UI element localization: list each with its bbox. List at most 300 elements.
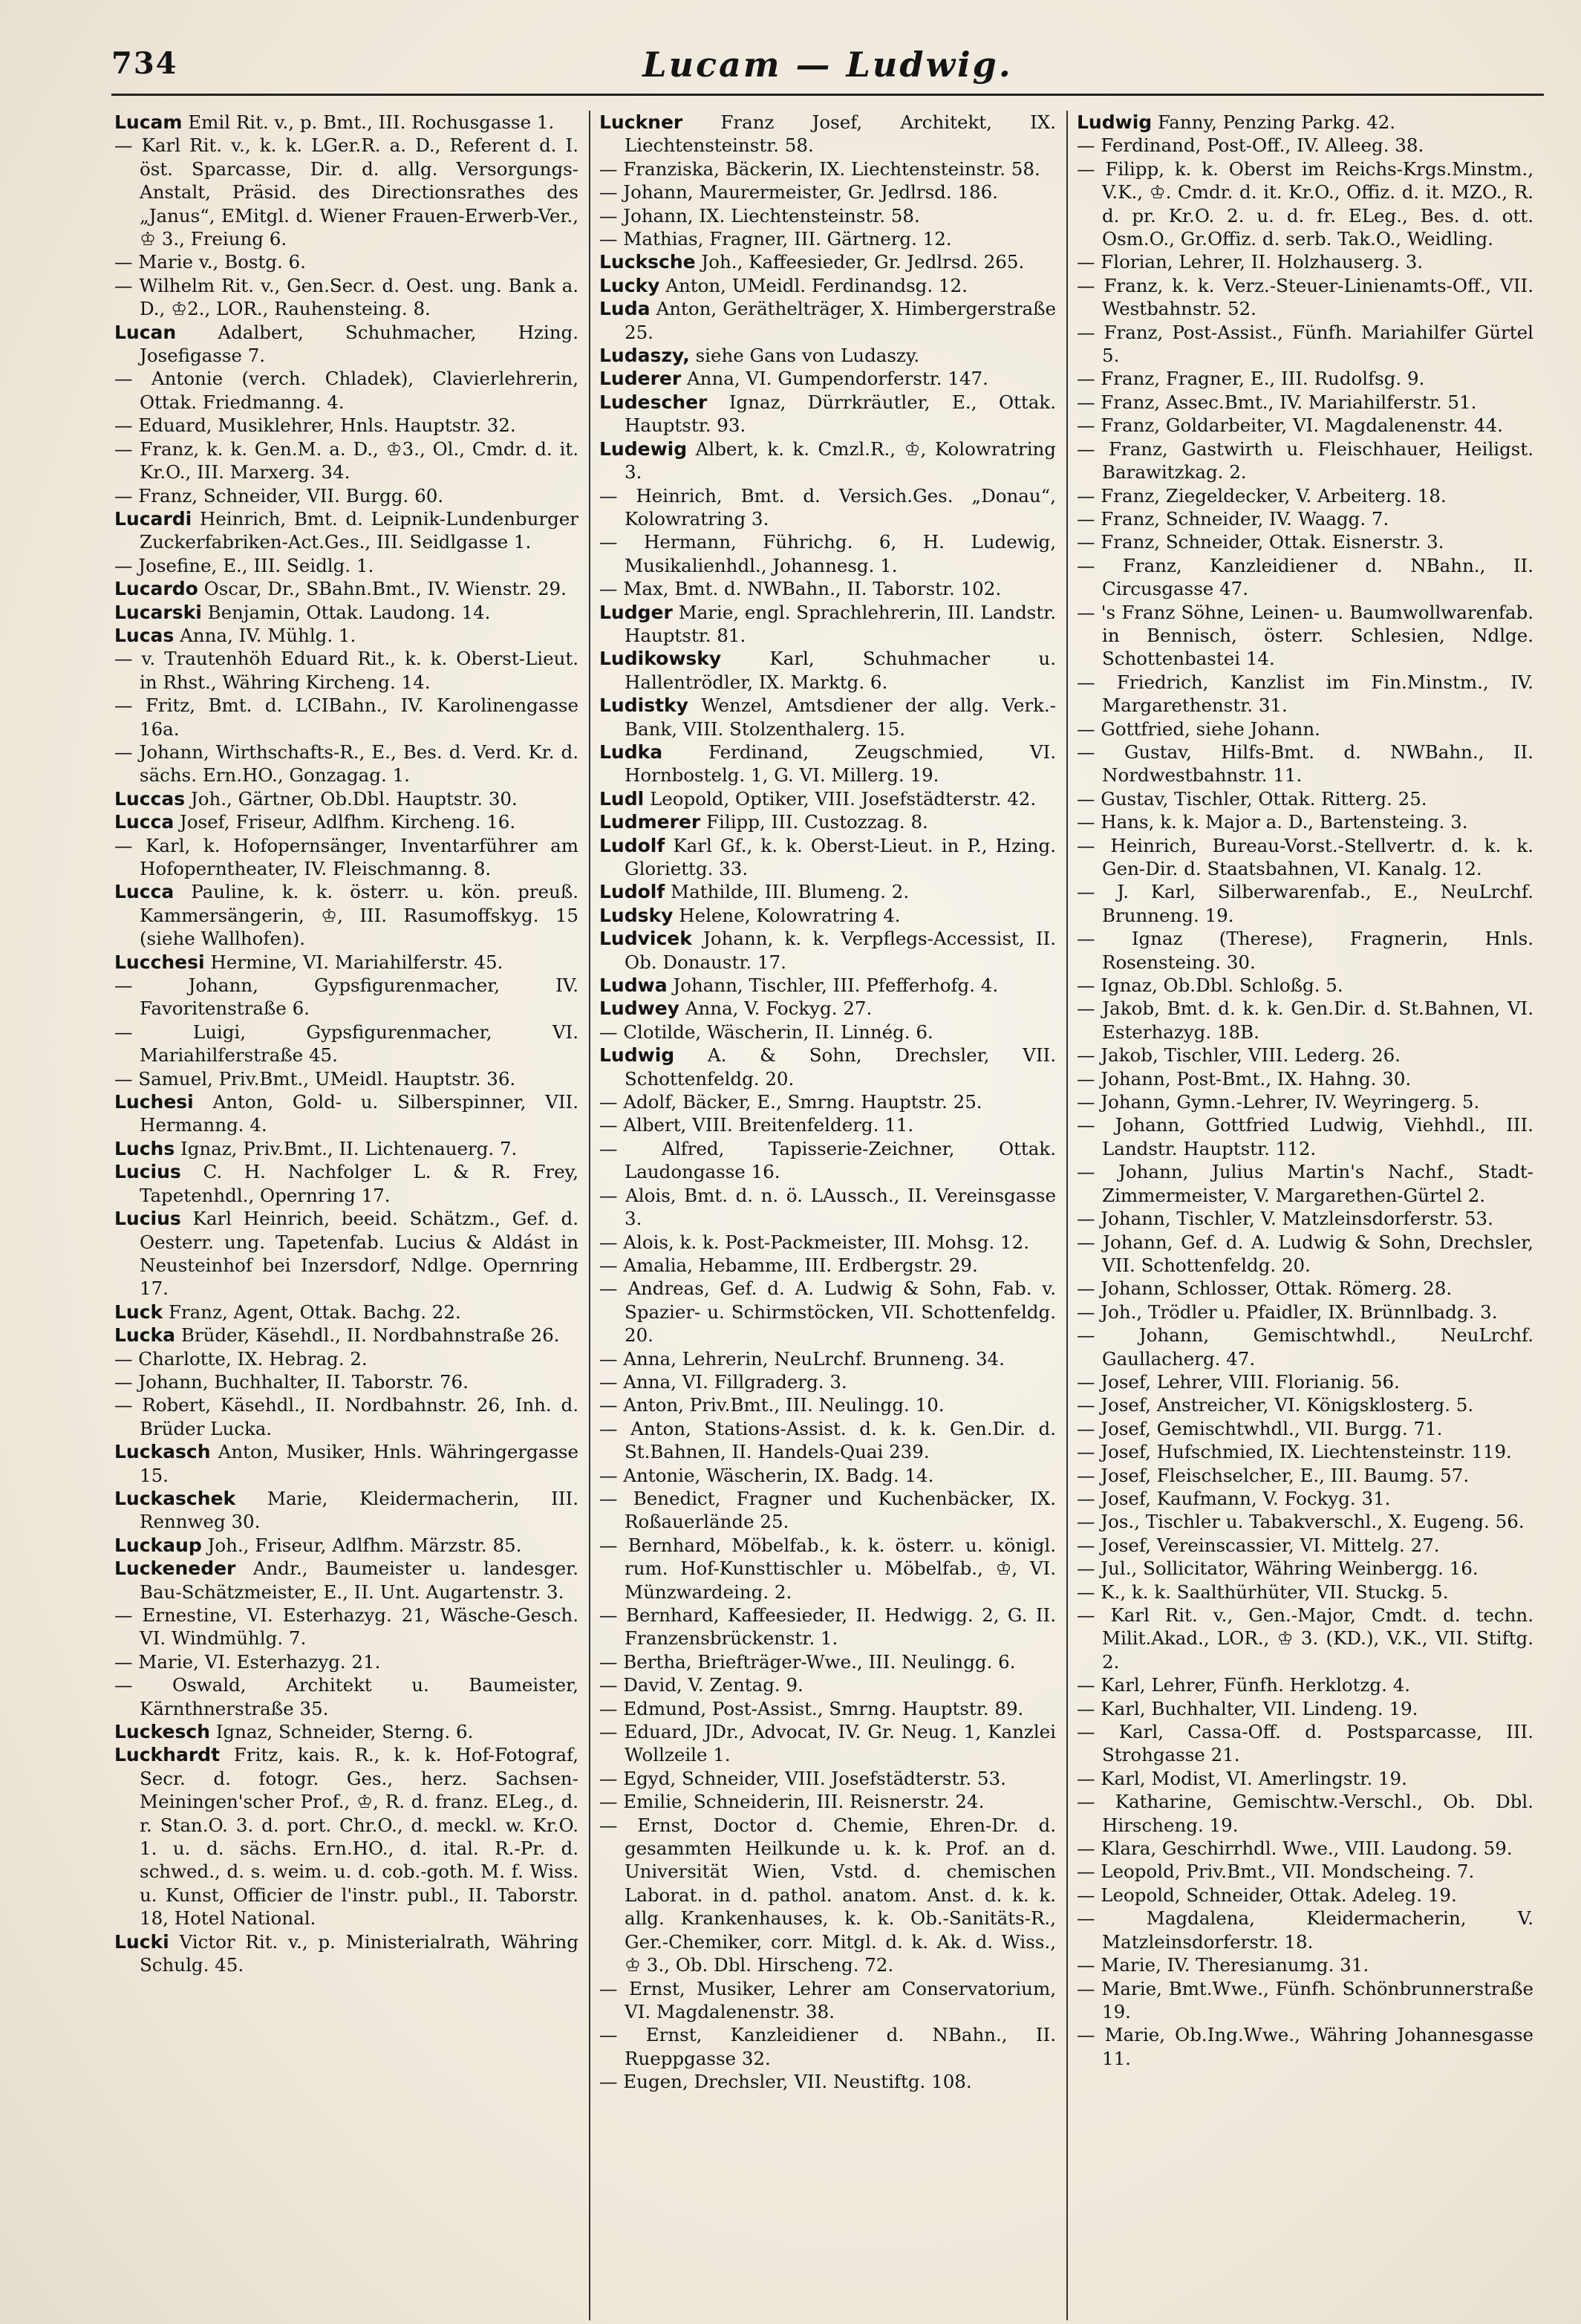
directory-entry (1077, 1907, 1533, 1953)
directory-entry (1077, 1090, 1533, 1113)
entry-surname: Lucas (114, 624, 175, 646)
directory-entry (1077, 157, 1533, 251)
directory-entry (1077, 414, 1533, 437)
directory-entry (599, 1977, 1056, 2024)
entry-text: — Josef, Vereinscassier, VI. Mittelg. 27. (1077, 1534, 1440, 1556)
entry-text: — Filipp, k. k. Oberst im Reichs-Krgs.Minstm., V.K., ♔. Cmdr. d. it. Kr.O., Offiz. d. it. MZO., R. d. pr. Kr.O. 2. u. d. fr. ELeg., Bes. d. ott. Osm.O., Gr.Offiz. d. serb. Tak.O., Weidling. (1077, 157, 1533, 250)
directory-entry (1077, 367, 1533, 390)
directory-entry (114, 834, 578, 881)
entry-text: — K., k. k. Saalthürhüter, VII. Stuckg. 5. (1077, 1581, 1449, 1603)
directory-entry (114, 1160, 578, 1207)
entry-text: — Franz, Ziegeldecker, V. Arbeiterg. 18. (1077, 484, 1447, 507)
directory-entry (1077, 1324, 1533, 1370)
entry-surname: Lucam (114, 111, 183, 133)
directory-entry (1077, 1884, 1533, 1907)
entry-text: — Andreas, Gef. d. A. Ludwig & Sohn, Fab. v. Spazier- u. Schirmstöcken, VII. Schottenfeldg. 20. (599, 1277, 1056, 1347)
directory-entry (114, 321, 578, 368)
entry-text: — Karl, Buchhalter, VII. Lindeng. 19. (1077, 1697, 1418, 1719)
entry-text: Heinrich, Bmt. d. Leipnik-Lundenburger Zuckerfabriken-Act.Ges., III. Seidlgasse 1. (140, 507, 578, 553)
entry-text: Karl Heinrich, beeid. Schätzm., Gef. d. Oesterr. ung. Tapetenfab. Lucius & Aldást in Neusteinhof bei Inzersdorf, Ndlge. Opernring 17. (140, 1208, 578, 1300)
directory-entry (599, 880, 1056, 903)
entry-text: Brüder, Käsehdl., II. Nordbahnstraße 26. (175, 1324, 560, 1347)
directory-entry (599, 810, 1056, 833)
directory-entry (1077, 1207, 1533, 1230)
directory-entry (599, 1021, 1056, 1044)
entry-text: — Gottfried, siehe Johann. (1077, 717, 1320, 740)
entry-text: — Johann, Maurermeister, Gr. Jedlrsd. 186. (599, 181, 998, 204)
directory-entry (1077, 1673, 1533, 1696)
directory-entry (599, 1044, 1056, 1090)
entry-text: — Alois, Bmt. d. n. ö. LAussch., II. Vereinsgasse 3. (599, 1184, 1056, 1230)
directory-entry (114, 484, 578, 507)
entry-text: Albert, k. k. Cmzl.R., ♔, Kolowratring 3. (625, 437, 1056, 484)
column-middle (589, 111, 1066, 2320)
directory-entry (599, 927, 1056, 974)
directory-entry (114, 1440, 578, 1487)
directory-entry (599, 997, 1056, 1020)
entry-text: — Albert, VIII. Breitenfelderg. 11. (599, 1114, 914, 1136)
directory-entry (1077, 1393, 1533, 1416)
entry-text: Victor Rit. v., p. Ministerialrath, Währing Schulg. 45. (140, 1930, 578, 1976)
entry-surname: Lucka (114, 1324, 176, 1347)
directory-entry (599, 1650, 1056, 1673)
entry-text: — Marie v., Bostg. 6. (114, 251, 306, 273)
directory-entry (114, 1067, 578, 1090)
directory-entry (599, 2070, 1056, 2093)
entry-text: — Charlotte, IX. Hebrag. 2. (114, 1347, 368, 1370)
entry-surname: Ludolf (599, 881, 665, 903)
entry-text: — Fritz, Bmt. d. LCIBahn., IV. Karolinengasse 16a. (114, 694, 578, 740)
directory-entry (599, 1767, 1056, 1790)
entry-text: — Josef, Hufschmied, IX. Liechtensteinstr. 119. (1077, 1441, 1512, 1463)
entry-text: — Amalia, Hebamme, III. Erdbergstr. 29. (599, 1254, 978, 1276)
directory-entry (114, 134, 578, 250)
entry-text: — v. Trautenhöh Eduard Rit., k. k. Oberst-Lieut. in Rhst., Währing Kircheng. 14. (114, 648, 578, 693)
entry-text: — Emilie, Schneiderin, III. Reisnerstr. 24. (599, 1791, 985, 1813)
directory-entry (599, 367, 1056, 390)
entry-text: — Friedrich, Kanzlist im Fin.Minstm., IV. Margarethenstr. 31. (1077, 671, 1533, 717)
entry-surname: Ludka (599, 741, 663, 763)
entry-text: siehe Gans von Ludaszy. (689, 345, 920, 367)
directory-entry (114, 111, 578, 134)
directory-entry (1077, 274, 1533, 321)
entry-surname: Ludvicek (599, 928, 692, 950)
entry-text: — Mathias, Fragner, III. Gärtnerg. 12. (599, 228, 952, 250)
entry-surname: Ludsky (599, 904, 674, 926)
directory-entry (1077, 1557, 1533, 1580)
entry-text: Anton, Musiker, Hnls. Währingergasse 15. (140, 1441, 578, 1486)
directory-entry (599, 1464, 1056, 1487)
column-right (1066, 111, 1544, 2320)
entry-text: — Leopold, Schneider, Ottak. Adeleg. 19. (1077, 1884, 1457, 1906)
entry-surname: Ludescher (599, 391, 708, 413)
entry-text: — Johann, Gemischtwhdl., NeuLrchf. Gaullacherg. 47. (1077, 1324, 1533, 1370)
entry-text: — Alois, k. k. Post-Packmeister, III. Mohsg. 12. (599, 1231, 1029, 1253)
entry-text: Karl Gf., k. k. Oberst-Lieut. in P., Hzing. Gloriettg. 33. (625, 834, 1056, 879)
directory-entry (599, 1604, 1056, 1650)
entry-text: — Franz, Fragner, E., III. Rudolfsg. 9. (1077, 368, 1425, 390)
entry-surname: Ludwey (599, 997, 679, 1020)
entry-text: — Johann, Wirthschafts-R., E., Bes. d. Verd. Kr. d. sächs. Ern.HO., Gonzagag. 1. (114, 741, 578, 787)
entry-text: — Josef, Lehrer, VIII. Florianig. 56. (1077, 1370, 1400, 1393)
directory-entry (114, 367, 578, 414)
directory-entry (114, 1604, 578, 1650)
entry-text: A. & Sohn, Drechsler, VII. Schottenfeldg. 20. (625, 1044, 1056, 1090)
directory-entry (599, 1254, 1056, 1277)
entry-text: Johann, Tischler, III. Pfefferhofg. 4. (667, 974, 999, 997)
entry-text: — Edmund, Post-Assist., Smrng. Hauptstr. 89. (599, 1697, 1024, 1719)
directory-entry (599, 111, 1056, 157)
directory-entry (599, 204, 1056, 227)
entry-surname: Lucardo (114, 578, 198, 600)
directory-entry (1077, 1370, 1533, 1393)
entry-text: — Ignaz (Therese), Fragnerin, Hnls. Rosensteing. 30. (1077, 928, 1533, 973)
directory-entry (599, 227, 1056, 250)
directory-entry (1077, 484, 1533, 507)
directory-entry (1077, 671, 1533, 717)
directory-entry (114, 250, 578, 273)
entry-surname: Luckhardt (114, 1744, 221, 1766)
entry-text: Ignaz, Dürrkräutler, E., Ottak. Hauptstr. 93. (625, 391, 1056, 437)
entry-text: — Johann, Post-Bmt., IX. Hahng. 30. (1077, 1067, 1412, 1090)
entry-text: — Antonie, Wäscherin, IX. Badg. 14. (599, 1464, 934, 1486)
entry-text: — Marie, VI. Esterhazyg. 21. (114, 1650, 381, 1673)
entry-text: — Franz, Assec.Bmt., IV. Mariahilferstr. 51. (1077, 391, 1477, 413)
entry-text: — Karl Rit. v., k. k. LGer.R. a. D., Referent d. I. öst. Sparcasse, Dir. d. allg. Versorgungs-Anstalt, Präsid. des Directionsrathes des „Janus“, EMitgl. d. Wiener Frauen-Erwerb-Ver., ♔ 3., Freiung 6. (114, 134, 578, 250)
entry-surname: Ludger (599, 601, 673, 623)
entry-text: — Franz, k. k. Gen.M. a. D., ♔3., Ol., Cmdr. d. it. Kr.O., III. Marxerg. 34. (114, 437, 578, 484)
directory-entry (1077, 530, 1533, 553)
entry-text: — Franz, Schneider, VII. Burgg. 60. (114, 484, 444, 507)
entry-text: — Heinrich, Bureau-Vorst.-Stellvertr. d. k. k. Gen-Dir. d. Staatsbahnen, VI. Kanalg. 12. (1077, 834, 1533, 879)
directory-entry (1077, 810, 1533, 833)
entry-text: — Oswald, Architekt u. Baumeister, Kärnthnerstraße 35. (114, 1674, 578, 1719)
entry-text: — Marie, Bmt.Wwe., Fünfh. Schönbrunnerstraße 19. (1077, 1977, 1533, 2022)
directory-entry (114, 1090, 578, 1137)
entry-text: — Ernst, Musiker, Lehrer am Conservatorium, VI. Magdalenenstr. 38. (599, 1977, 1056, 2022)
page-number: 734 (111, 46, 178, 81)
directory-entry (114, 1393, 578, 1440)
directory-entry (599, 297, 1056, 344)
entry-surname: Ludikowsky (599, 648, 722, 670)
entry-surname: Luccas (114, 787, 186, 810)
directory-entry (1077, 1417, 1533, 1440)
directory-entry (114, 880, 578, 950)
entry-text: — Clotilde, Wäscherin, II. Linnég. 6. (599, 1021, 933, 1043)
entry-text: — Max, Bmt. d. NWBahn., II. Taborstr. 102. (599, 578, 1002, 600)
directory-entry (599, 1814, 1056, 1977)
entry-text: Pauline, k. k. österr. u. kön. preuß. Kammersängerin, ♔, III. Rasumoffskyg. 15 (siehe Wallhofen). (140, 881, 578, 950)
directory-entry (599, 834, 1056, 881)
directory-entry (114, 1930, 578, 1977)
entry-text: — Florian, Lehrer, II. Holzhauserg. 3. (1077, 251, 1424, 273)
directory-entry (599, 1090, 1056, 1113)
entry-text: — Johann, IX. Liechtensteinstr. 58. (599, 204, 920, 227)
directory-entry (599, 1393, 1056, 1416)
entry-text: Franz, Agent, Ottak. Bachg. 22. (163, 1301, 461, 1323)
entry-surname: Lucchesi (114, 951, 205, 973)
directory-entry (114, 1534, 578, 1557)
entry-text: — Eduard, JDr., Advocat, IV. Gr. Neug. 1, Kanzlei Wollzeile 1. (599, 1721, 1056, 1766)
directory-entry (599, 1347, 1056, 1370)
entry-text: — Adolf, Bäcker, E., Smrng. Hauptstr. 25. (599, 1091, 982, 1113)
entry-surname: Luckaschek (114, 1487, 236, 1509)
directory-entry (599, 344, 1056, 367)
directory-entry (114, 1137, 578, 1160)
directory-entry (599, 2023, 1056, 2070)
entry-text: — Karl Rit. v., Gen.-Major, Cmdt. d. techn. Milit.Akad., LOR., ♔ 3. (KD.), V.K., VII. Stiftg. 2. (1077, 1604, 1533, 1673)
directory-entry (1077, 1160, 1533, 1207)
entry-surname: Luckesch (114, 1721, 210, 1743)
directory-entry (114, 1324, 578, 1347)
entry-text: — Klara, Geschirrhdl. Wwe., VIII. Laudong. 59. (1077, 1838, 1513, 1860)
entry-text: — Josefine, E., III. Seidlg. 1. (114, 554, 374, 576)
directory-entry (114, 274, 578, 321)
entry-text: — Ernestine, VI. Esterhazyg. 21, Wäsche-Gesch. VI. Windmühlg. 7. (114, 1604, 578, 1650)
entry-surname: Luchesi (114, 1091, 194, 1113)
directory-entry (1077, 1604, 1533, 1673)
entry-text: Ignaz, Priv.Bmt., II. Lichtenauerg. 7. (175, 1137, 518, 1159)
directory-entry (599, 601, 1056, 648)
entry-text: Marie, engl. Sprachlehrerin, III. Landstr. Hauptstr. 81. (625, 601, 1056, 646)
entry-text: — Gustav, Tischler, Ottak. Ritterg. 25. (1077, 787, 1427, 810)
entry-text: — Anton, Priv.Bmt., III. Neulingg. 10. (599, 1394, 945, 1416)
directory-entry (114, 1370, 578, 1393)
directory-entry (1077, 1534, 1533, 1557)
entry-text: — Antonie (verch. Chladek), Clavierlehrerin, Ottak. Friedmanng. 4. (114, 368, 578, 413)
entry-text: — Ferdinand, Post-Off., IV. Alleeg. 38. (1077, 134, 1424, 157)
entry-surname: Luda (599, 298, 651, 320)
directory-entry (114, 624, 578, 647)
entry-surname: Luckasch (114, 1441, 211, 1463)
entry-text: Joh., Gärtner, Ob.Dbl. Hauptstr. 30. (185, 787, 518, 810)
entry-text: C. H. Nachfolger L. & R. Frey, Tapetenhdl., Opernring 17. (140, 1161, 578, 1206)
directory-entry (1077, 1790, 1533, 1837)
directory-entry (1077, 111, 1533, 134)
directory-entry (1077, 1067, 1533, 1090)
entry-text: — Karl, k. Hofopernsänger, Inventarführer am Hofoperntheater, IV. Fleischmanng. 8. (114, 834, 578, 879)
entry-surname: Lucki (114, 1930, 169, 1953)
directory-entry (1077, 437, 1533, 484)
entry-text: Karl, Schuhmacher u. Hallentrödler, IX. Marktg. 6. (625, 648, 1056, 693)
entry-text: — Marie, IV. Theresianumg. 31. (1077, 1954, 1369, 1976)
entry-surname: Luck (114, 1301, 163, 1323)
entry-text: Ferdinand, Zeugschmied, VI. Hornbostelg. 1, G. VI. Millerg. 19. (625, 741, 1056, 787)
directory-entry (1077, 1953, 1533, 1976)
page-header (111, 42, 1544, 96)
directory-entry (114, 694, 578, 741)
entry-text: — Bernhard, Möbelfab., k. k. österr. u. königl. rum. Hof-Kunsttischler u. Möbelfab., ♔, VI. Münzwardeing. 2. (599, 1534, 1056, 1603)
directory-entry (599, 741, 1056, 787)
entry-text: — Jos., Tischler u. Tabakverschl., X. Eugeng. 56. (1077, 1511, 1525, 1533)
entry-text: — Jakob, Bmt. d. k. k. Gen.Dir. d. St.Bahnen, VI. Esterhazyg. 18B. (1077, 997, 1533, 1043)
entry-text: Leopold, Optiker, VIII. Josefstädterstr. 42. (644, 787, 1037, 810)
directory-entry (599, 647, 1056, 694)
directory-entry (599, 1417, 1056, 1464)
directory-entry (599, 694, 1056, 741)
entry-text: — Johann, Gymn.-Lehrer, IV. Weyringerg. 5. (1077, 1091, 1480, 1113)
directory-entry (599, 484, 1056, 531)
entry-text: — Marie, Ob.Ing.Wwe., Währing Johannesgasse 11. (1077, 2024, 1533, 2069)
entry-text: — Karl, Modist, VI. Amerlingstr. 19. (1077, 1767, 1407, 1789)
entry-text: Anton, Gold- u. Silberspinner, VII. Hermanng. 4. (140, 1091, 578, 1136)
entry-text: Emil Rit. v., p. Bmt., III. Rochusgasse 1. (182, 111, 555, 133)
entry-text: — Robert, Käsehdl., II. Nordbahnstr. 26, Inh. d. Brüder Lucka. (114, 1394, 578, 1439)
entry-surname: Ludolf (599, 834, 665, 856)
entry-text: Joh., Friseur, Adlfhm. Märzstr. 85. (201, 1534, 522, 1556)
directory-entry (114, 437, 578, 484)
entry-surname: Luckaup (114, 1534, 202, 1556)
entry-text: — Eugen, Drechsler, VII. Neustiftg. 108. (599, 2071, 972, 2093)
entry-surname: Ludistky (599, 694, 688, 717)
entry-text: — Karl, Cassa-Off. d. Postsparcasse, III. Strohgasse 21. (1077, 1721, 1533, 1766)
entry-text: Mathilde, III. Blumeng. 2. (665, 881, 910, 903)
entry-text: — Johann, Buchhalter, II. Taborstr. 76. (114, 1370, 469, 1393)
directory-entry (114, 974, 578, 1021)
directory-entry (599, 1534, 1056, 1604)
column-left (111, 111, 589, 2320)
entry-surname: Lucca (114, 811, 175, 833)
entry-text: — Magdalena, Kleidermacherin, V. Matzleinsdorferstr. 18. (1077, 1907, 1533, 1953)
directory-entry (599, 1277, 1056, 1347)
entry-text: Wenzel, Amtsdiener der allg. Verk.-Bank, VIII. Stolzenthalerg. 15. (625, 694, 1056, 740)
directory-entry (1077, 554, 1533, 601)
directory-entry (114, 601, 578, 624)
directory-entry (599, 391, 1056, 437)
entry-text: — Anna, VI. Fillgraderg. 3. (599, 1370, 847, 1393)
directory-entry (1077, 1487, 1533, 1510)
directory-entry (599, 1697, 1056, 1720)
entry-text: — Hans, k. k. Major a. D., Bartensteing. 3. (1077, 811, 1468, 833)
entry-text: — Franz, Post-Assist., Fünfh. Mariahilfer Gürtel 5. (1077, 321, 1533, 367)
entry-text: — Josef, Gemischtwhdl., VII. Burgg. 71. (1077, 1417, 1443, 1439)
columns-container (111, 111, 1544, 2320)
entry-text: Anna, IV. Mühlg. 1. (174, 624, 356, 646)
entry-surname: Lucca (114, 881, 175, 903)
directory-entry (114, 1650, 578, 1673)
directory-entry (599, 904, 1056, 927)
entry-text: — Leopold, Priv.Bmt., VII. Mondscheing. 7. (1077, 1861, 1475, 1883)
directory-entry (114, 810, 578, 833)
directory-entry (1077, 321, 1533, 368)
entry-surname: Luchs (114, 1137, 175, 1159)
directory-entry (1077, 741, 1533, 787)
entry-text: Adalbert, Schuhmacher, Hzing. Josefigasse 7. (140, 321, 578, 367)
directory-entry (1077, 1510, 1533, 1533)
entry-text: Josef, Friseur, Adlfhm. Kircheng. 16. (174, 811, 516, 833)
entry-surname: Luckeneder (114, 1558, 236, 1580)
directory-entry (599, 577, 1056, 600)
entry-text: — David, V. Zentag. 9. (599, 1674, 803, 1696)
directory-entry (599, 974, 1056, 997)
directory-entry (599, 1184, 1056, 1231)
directory-entry (1077, 1581, 1533, 1604)
directory-entry (114, 1557, 578, 1604)
directory-entry (1077, 1720, 1533, 1767)
directory-entry (114, 647, 578, 694)
entry-text: Andr., Baumeister u. landesger. Bau-Schätzmeister, E., II. Unt. Augartenstr. 3. (140, 1558, 578, 1603)
directory-entry (1077, 1860, 1533, 1883)
entry-text: Johann, k. k. Verpflegs-Accessist, II. Ob. Donaustr. 17. (625, 928, 1056, 973)
entry-surname: Ludwig (599, 1044, 675, 1067)
directory-entry (1077, 1697, 1533, 1720)
entry-text: — Franziska, Bäckerin, IX. Liechtensteinstr. 58. (599, 157, 1040, 180)
directory-entry (1077, 1767, 1533, 1790)
directory-entry (599, 787, 1056, 810)
directory-entry (114, 1720, 578, 1743)
entry-surname: Lucksche (599, 251, 696, 273)
directory-entry (599, 1137, 1056, 1184)
directory-entry (114, 414, 578, 437)
directory-entry (599, 1487, 1056, 1534)
entry-surname: Ludmerer (599, 811, 701, 833)
entry-text: — Karl, Lehrer, Fünfh. Herklotzg. 4. (1077, 1674, 1411, 1696)
directory-entry (599, 1113, 1056, 1136)
directory-entry (599, 437, 1056, 484)
directory-entry (114, 741, 578, 787)
entry-text: — Joh., Trödler u. Pfaidler, IX. Brünnlbadg. 3. (1077, 1301, 1498, 1323)
directory-entry (1077, 1464, 1533, 1487)
directory-entry (114, 577, 578, 600)
entry-surname: Ludewig (599, 437, 688, 460)
entry-surname: Ludwa (599, 974, 668, 997)
entry-text: Oscar, Dr., SBahn.Bmt., IV. Wienstr. 29. (198, 578, 567, 600)
entry-text: — Johann, Gottfried Ludwig, Viehhdl., III. Landstr. Hauptstr. 112. (1077, 1114, 1533, 1159)
directory-entry (1077, 250, 1533, 273)
directory-entry (1077, 717, 1533, 741)
directory-entry (1077, 787, 1533, 810)
directory-entry (599, 157, 1056, 180)
directory-entry (599, 1790, 1056, 1813)
entry-surname: Lucan (114, 321, 177, 343)
entry-text: — Alfred, Tapisserie-Zeichner, Ottak. Laudongasse 16. (599, 1137, 1056, 1183)
directory-entry (1077, 1113, 1533, 1160)
entry-text: — Josef, Kaufmann, V. Fockyg. 31. (1077, 1487, 1391, 1509)
entry-text: — J. Karl, Silberwarenfab., E., NeuLrchf. Brunneng. 19. (1077, 881, 1533, 926)
entry-text: — Josef, Fleischselcher, E., III. Baumg. 57. (1077, 1464, 1470, 1486)
directory-entry (599, 274, 1056, 297)
entry-surname: Lucarski (114, 601, 202, 623)
entry-text: — Franz, Schneider, Ottak. Eisnerstr. 3. (1077, 531, 1444, 553)
directory-entry (599, 1720, 1056, 1767)
entry-surname: Ludwig (1077, 111, 1153, 133)
entry-text: — Jul., Sollicitator, Währing Weinbergg. 16. (1077, 1558, 1479, 1580)
directory-entry (1077, 997, 1533, 1044)
entry-text: — Bernhard, Kaffeesieder, II. Hedwigg. 2, G. II. Franzensbrückenstr. 1. (599, 1604, 1056, 1650)
entry-text: — Ernst, Doctor d. Chemie, Ehren-Dr. d. gesammten Heilkunde u. k. k. Prof. an d. Universität Wien, Vstd. d. chemischen Laborat. in d. pathol. anatom. Anst. d. k. k. allg. Krankenhauses, k. k. Ob.-Sanitäts-R., Ger.-Chemiker, corr. Mitgl. d. k. Ak. d. Wiss., ♔ 3., Ob. Dbl. Hirscheng. 72. (599, 1814, 1056, 1976)
entry-text: Benjamin, Ottak. Laudong. 14. (201, 601, 491, 623)
entry-surname: Lucius (114, 1208, 181, 1230)
entry-text: — Gustav, Hilfs-Bmt. d. NWBahn., II. Nordwestbahnstr. 11. (1077, 741, 1533, 787)
entry-text: Anna, V. Fockyg. 27. (679, 997, 873, 1020)
directory-entry (114, 1021, 578, 1067)
entry-text: Joh., Kaffeesieder, Gr. Jedlrsd. 265. (695, 251, 1025, 273)
entry-text: — Benedict, Fragner und Kuchenbäcker, IX. Roßauerlände 25. (599, 1487, 1056, 1533)
entry-text: — Heinrich, Bmt. d. Versich.Ges. „Donau“, Kolowratring 3. (599, 484, 1056, 530)
directory-entry (1077, 391, 1533, 414)
entry-surname: Lucky (599, 274, 660, 296)
entry-text: — Eduard, Musiklehrer, Hnls. Hauptstr. 32. (114, 414, 516, 437)
directory-entry (599, 1231, 1056, 1254)
directory-entry (114, 554, 578, 577)
directory-entry (1077, 834, 1533, 881)
directory-entry (599, 530, 1056, 577)
directory-entry (1077, 1837, 1533, 1860)
entry-text: — Egyd, Schneider, VIII. Josefstädterstr. 53. (599, 1767, 1006, 1789)
directory-entry (114, 507, 578, 554)
directory-entry (114, 787, 578, 810)
directory-entry (1077, 1277, 1533, 1300)
